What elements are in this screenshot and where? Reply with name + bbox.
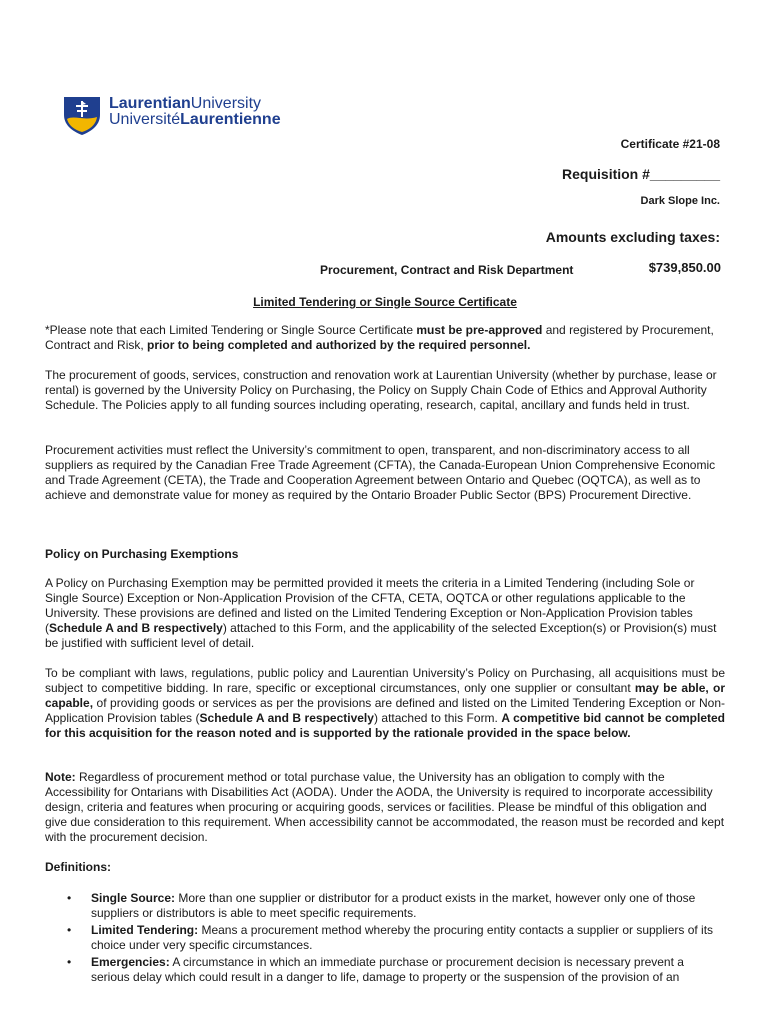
university-logo bbox=[62, 95, 302, 137]
exemptions-paragraph-1 bbox=[45, 576, 725, 651]
logo-line2-regular: Université bbox=[109, 111, 181, 128]
definition-term: Single Source: bbox=[91, 891, 176, 905]
document-title: Limited Tendering or Single Source Certificate bbox=[253, 295, 517, 309]
list-item bbox=[45, 891, 725, 921]
amounts-label: Amounts excluding taxes: bbox=[545, 229, 720, 245]
bullet-icon: • bbox=[67, 891, 72, 905]
exemptions-heading: Policy on Purchasing Exemptions bbox=[45, 547, 239, 561]
aoda-note bbox=[45, 770, 725, 845]
definition-term: Emergencies: bbox=[91, 955, 170, 969]
definitions-heading: Definitions: bbox=[45, 860, 111, 874]
logo-line1-bold: Laurentian bbox=[109, 95, 191, 112]
notice-text-2: and registered by Procurement, Contract and Risk, bbox=[45, 323, 714, 352]
exemptions-p2-text-2: of providing goods or services as per the provisions are defined and listed on the Limited Tendering Exception or Non-Application Provision tables ( bbox=[45, 696, 725, 725]
shield-logo-icon bbox=[62, 95, 102, 135]
exemptions-paragraph-2 bbox=[45, 666, 725, 741]
logo-wordmark bbox=[109, 96, 281, 128]
definition-term: Limited Tendering: bbox=[91, 923, 199, 937]
definition-text: More than one supplier or distributor for a product exists in the market, however only one of those suppliers or distributors is able to meet specific requirements. bbox=[91, 891, 696, 920]
exemptions-p2-bold-1: may be able, or capable, bbox=[45, 681, 725, 710]
exemptions-p2-text-3: ) attached to this Form. bbox=[373, 711, 502, 725]
note-text: Regardless of procurement method or total purchase value, the University has an obligation to comply with the Accessibility for Ontarians with Disabilities Act (AODA). Under the AODA, the University is required to incorporate accessibility design, criteria and features when procuring or acquiring goods, services or facilities. Please be mindful of this obligation and give due consideration to this requirement. When accessibility cannot be accommodated, the reason must be recorded and kept with the procurement decision. bbox=[45, 770, 725, 844]
notice-text-1: *Please note that each Limited Tendering or Single Source Certificate bbox=[45, 323, 417, 337]
certificate-number: Certificate #21-08 bbox=[620, 137, 720, 151]
requisition-number: Requisition #_________ bbox=[562, 166, 720, 182]
definition-text: Means a procurement method whereby the procuring entity contacts a supplier or suppliers of its choice under very specific circumstances. bbox=[91, 923, 714, 952]
bullet-icon: • bbox=[67, 955, 72, 969]
amount-value: $739,850.00 bbox=[648, 260, 721, 275]
exemptions-p2-bold-3: A competitive bid cannot be completed for this acquisition for the reason noted and is supported by the rationale provided in the space below. bbox=[45, 711, 726, 740]
notice-bold-1: must be pre-approved bbox=[416, 323, 543, 337]
procurement-paragraph: The procurement of goods, services, construction and renovation work at Laurentian University (whether by purchase, lease or rental) is governed by the University Policy on Purchasing, the Policy on Supply Chain Code of Ethics and Approval Authority Schedule. The Policies apply to all funding sources including operating, research, capital, ancillary and funds held in trust. bbox=[45, 368, 717, 412]
list-item bbox=[45, 923, 725, 953]
exemptions-p1-bold: Schedule A and B respectively bbox=[49, 621, 223, 635]
department-name: Procurement, Contract and Risk Department bbox=[320, 263, 574, 277]
activities-paragraph: Procurement activities must reflect the University’s commitment to open, transparent, and non-discriminatory access to all suppliers as required by the Canadian Free Trade Agreement (CFTA), the Canada-European Union Comprehensive Economic and Trade Agreement (CETA), the Trade and Cooperation Agreement between Ontario and Quebec (OQTCA), as well as to achieve and demonstrate value for money as required by the Ontario Broader Public Sector (BPS) Procurement Directive. bbox=[45, 443, 716, 502]
list-item bbox=[45, 955, 725, 985]
pre-approval-notice bbox=[45, 323, 725, 353]
definition-text: A circumstance in which an immediate purchase or procurement decision is necessary prevent a serious delay which could result in a danger to life, damage to property or the suspension of the provision of an bbox=[91, 955, 684, 984]
exemptions-p2-text-1: To be compliant with laws, regulations, public policy and Laurentian University’s Policy on Purchasing, all acquisitions must be subject to competitive bidding. In rare, specific or exceptional circumstances, only one supplier or consultant bbox=[45, 666, 725, 695]
exemptions-p1-text-2: ) attached to this Form, and the applicability of the selected Exception(s) or Provision(s) must be justified with sufficient level of detail. bbox=[45, 621, 717, 650]
company-name: Dark Slope Inc. bbox=[640, 195, 720, 207]
notice-bold-2: prior to being completed and authorized by the required personnel. bbox=[147, 338, 531, 352]
exemptions-p1-text-1: A Policy on Purchasing Exemption may be permitted provided it meets the criteria in a Limited Tendering (including Sole or Single Source) Exception or Non-Application Provision of the CFTA, CETA, OQTCA or other regulations applicable to the University. These provisions are defined and listed on the Limited Tendering Exception or Non-Application Provision tables ( bbox=[45, 576, 695, 635]
note-label: Note: bbox=[45, 770, 76, 784]
exemptions-p2-bold-2: Schedule A and B respectively bbox=[199, 711, 374, 725]
logo-line1-regular: University bbox=[190, 95, 262, 112]
logo-line2-bold: Laurentienne bbox=[180, 111, 281, 128]
definitions-list bbox=[45, 891, 725, 987]
bullet-icon: • bbox=[67, 923, 72, 937]
